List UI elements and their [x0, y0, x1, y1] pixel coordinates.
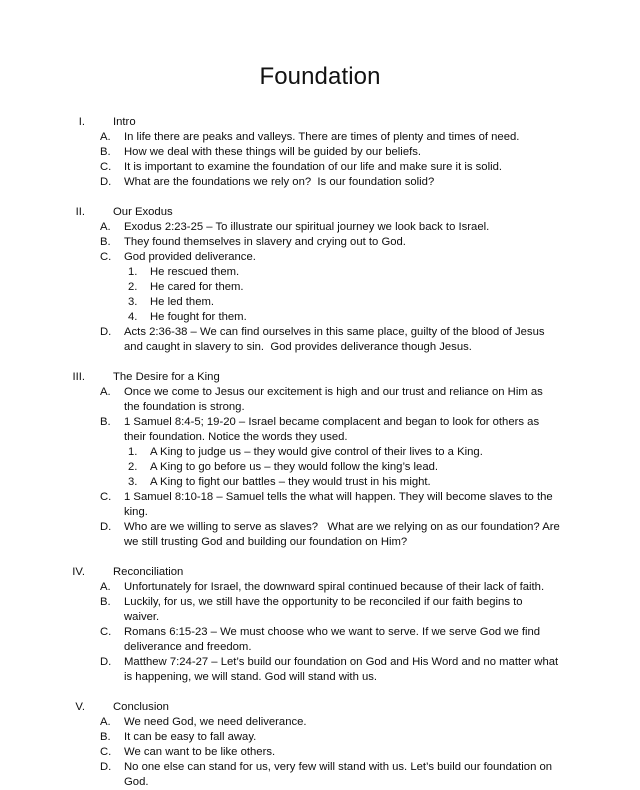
outline-body: [0, 92, 640, 790]
outline-level2-text: Matthew 7:24-27 – Let’s build our foundation on God and His Word and no matter what is happening, we will stand. God will stand with us.: [124, 656, 562, 683]
outline-level2-item: [0, 235, 640, 250]
outline-level2-marker: C.: [100, 626, 112, 638]
outline-level3-marker: 4.: [128, 311, 138, 323]
outline-level2-marker: A.: [100, 386, 111, 398]
outline-section: [0, 700, 640, 790]
outline-section-title: The Desire for a King: [113, 371, 220, 383]
outline-level2-item: [0, 130, 640, 145]
outline-level2-list: [0, 580, 640, 685]
outline-level2-item: [0, 745, 640, 760]
outline-level3-marker: 1.: [128, 446, 138, 458]
outline-section-numeral: II.: [75, 206, 85, 218]
outline-level2-item: [0, 595, 640, 625]
outline-level2-item: [0, 385, 640, 415]
outline-section-title: Reconciliation: [113, 566, 184, 578]
outline-level2-marker: A.: [100, 131, 111, 143]
outline-level2-text: Who are we willing to serve as slaves? What are we relying on as our foundation? Are we still trusting God and building our foundation on Him?: [124, 521, 563, 548]
outline-level2-text: 1 Samuel 8:4-5; 19-20 – Israel became complacent and began to look for others as their foundation. Notice the words they used.: [124, 416, 543, 443]
outline-level3-marker: 2.: [128, 281, 138, 293]
outline-level2-item: [0, 760, 640, 790]
outline-section-title: Our Exodus: [113, 206, 173, 218]
outline-level3-list: [0, 265, 640, 325]
outline-level2-text: We can want to be like others.: [124, 746, 276, 758]
outline-level3-item: [0, 475, 640, 490]
outline-level2-text: No one else can stand for us, very few will stand with us. Let’s build our foundation on God.: [124, 761, 556, 788]
outline-level2-marker: D.: [100, 326, 112, 338]
outline-level2-text: Acts 2:36-38 – We can find ourselves in this same place, guilty of the blood of Jesus and caught in slavery to sin. God provides deliverance though Jesus.: [124, 326, 548, 353]
outline-level2-text: What are the foundations we rely on? Is our foundation solid?: [124, 176, 435, 188]
outline-level2-marker: B.: [100, 596, 111, 608]
outline-section-title: Intro: [113, 116, 136, 128]
outline-level2-marker: B.: [100, 236, 111, 248]
outline-level2-item: [0, 520, 640, 550]
outline-level2-item: [0, 730, 640, 745]
outline-section: [0, 115, 640, 190]
outline-level2-marker: A.: [100, 716, 111, 728]
outline-level2-item: [0, 415, 640, 445]
outline-level3-text: A King to fight our battles – they would trust in his might.: [150, 476, 431, 488]
outline-level2-text: They found themselves in slavery and crying out to God.: [124, 236, 406, 248]
outline-level2-marker: C.: [100, 161, 112, 173]
outline-section: [0, 565, 640, 685]
outline-level2-item: [0, 655, 640, 685]
outline-level3-item: [0, 265, 640, 280]
outline-level2-marker: A.: [100, 221, 111, 233]
outline-level2-item: [0, 715, 640, 730]
outline-level2-marker: C.: [100, 251, 112, 263]
outline-section-heading: [0, 115, 640, 130]
outline-level2-marker: A.: [100, 581, 111, 593]
outline-level2-text: Exodus 2:23-25 – To illustrate our spiritual journey we look back to Israel.: [124, 221, 490, 233]
outline-section: [0, 205, 640, 355]
outline-level3-item: [0, 295, 640, 310]
outline-level2-marker: D.: [100, 761, 112, 773]
outline-level2-text: Romans 6:15-23 – We must choose who we want to serve. If we serve God we find deliverance and freedom.: [124, 626, 544, 653]
outline-level3-text: A King to go before us – they would follow the king’s lead.: [150, 461, 439, 473]
outline-level2-marker: B.: [100, 416, 111, 428]
outline-level2-list: [0, 385, 640, 550]
outline-level2-text: It can be easy to fall away.: [124, 731, 257, 743]
outline-section-numeral: IV.: [72, 566, 85, 578]
outline-level2-text: God provided deliverance.: [124, 251, 256, 263]
outline-level2-marker: C.: [100, 746, 112, 758]
outline-level2-item: [0, 175, 640, 190]
outline-level2-text: How we deal with these things will be guided by our beliefs.: [124, 146, 422, 158]
outline-level2-marker: B.: [100, 731, 111, 743]
outline-level2-marker: D.: [100, 521, 112, 533]
outline-level2-text: Luckily, for us, we still have the opportunity to be reconciled if our faith begins to waiver.: [124, 596, 526, 623]
outline-level3-item: [0, 310, 640, 325]
outline-level2-marker: D.: [100, 176, 112, 188]
outline-level3-marker: 2.: [128, 461, 138, 473]
outline-level2-item: [0, 160, 640, 175]
outline-level2-marker: D.: [100, 656, 112, 668]
outline-level2-marker: C.: [100, 491, 112, 503]
outline-section-heading: [0, 700, 640, 715]
outline-section-heading: [0, 565, 640, 580]
outline-level2-item: [0, 250, 640, 265]
outline-level3-list: [0, 445, 640, 490]
outline-section-heading: [0, 370, 640, 385]
outline-section-numeral: V.: [75, 701, 85, 713]
outline-level3-marker: 3.: [128, 476, 138, 488]
outline-level2-marker: B.: [100, 146, 111, 158]
outline-level2-text: In life there are peaks and valleys. There are times of plenty and times of need.: [124, 131, 520, 143]
outline-level2-item: [0, 145, 640, 160]
outline-level3-text: He cared for them.: [150, 281, 244, 293]
outline-level2-item: [0, 490, 640, 520]
outline-level2-text: Unfortunately for Israel, the downward spiral continued because of their lack of faith.: [124, 581, 545, 593]
outline-level3-item: [0, 280, 640, 295]
outline-section: [0, 370, 640, 550]
outline-section-numeral: III.: [72, 371, 85, 383]
outline-level2-list: [0, 220, 640, 355]
outline-level3-text: He led them.: [150, 296, 215, 308]
outline-level2-text: 1 Samuel 8:10-18 – Samuel tells the what will happen. They will become slaves to the king.: [124, 491, 556, 518]
outline-section-numeral: I.: [78, 116, 85, 128]
outline-level2-item: [0, 580, 640, 595]
outline-level3-text: A King to judge us – they would give control of their lives to a King.: [150, 446, 483, 458]
outline-level2-text: Once we come to Jesus our excitement is high and our trust and reliance on Him as the foundation is strong.: [124, 386, 546, 413]
outline-level2-text: We need God, we need deliverance.: [124, 716, 307, 728]
outline-level3-item: [0, 445, 640, 460]
outline-section-title: Conclusion: [113, 701, 169, 713]
outline-level2-list: [0, 715, 640, 790]
outline-level2-item: [0, 220, 640, 235]
outline-level2-text: It is important to examine the foundation of our life and make sure it is solid.: [124, 161, 503, 173]
outline-level3-marker: 3.: [128, 296, 138, 308]
outline-section-heading: [0, 205, 640, 220]
outline-level3-text: He rescued them.: [150, 266, 240, 278]
outline-level2-list: [0, 130, 640, 190]
outline-level2-item: [0, 625, 640, 655]
outline-level3-text: He fought for them.: [150, 311, 247, 323]
page-title: Foundation: [259, 63, 381, 90]
outline-level3-marker: 1.: [128, 266, 138, 278]
outline-level2-item: [0, 325, 640, 355]
outline-level3-item: [0, 460, 640, 475]
